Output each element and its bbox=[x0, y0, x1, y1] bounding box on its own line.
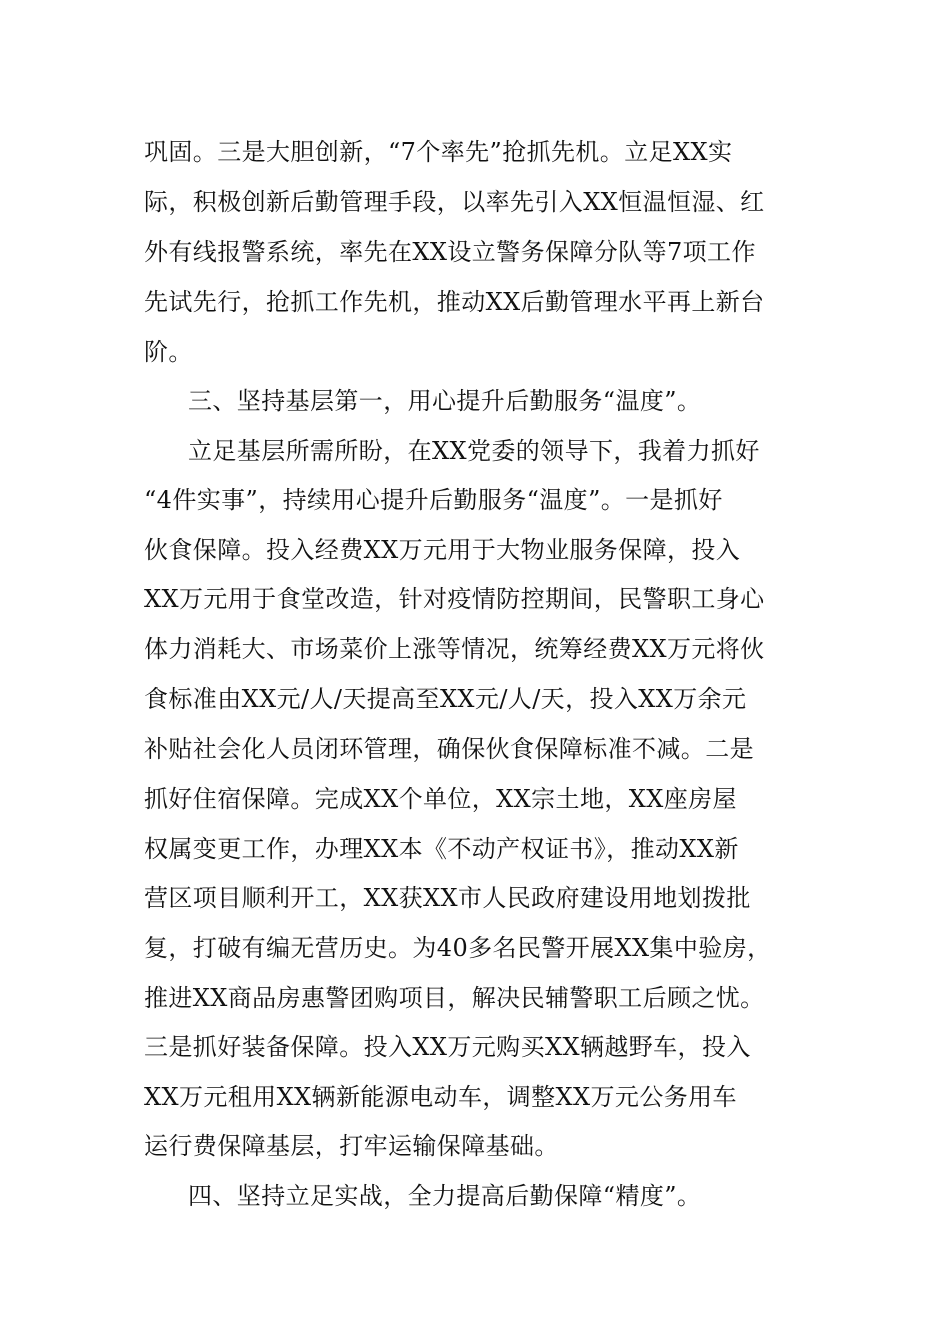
body-text-line: 营区项目顺利开工，XX获XX市人民政府建设用地划拨批 bbox=[144, 884, 751, 912]
body-text-line: 推进XX商品房惠警团购项目，解决民辅警职工后顾之忧。 bbox=[144, 984, 765, 1012]
body-text-line: 抓好住宿保障。完成XX个单位，XX宗土地，XX座房屋 bbox=[144, 785, 737, 813]
body-text-line: 补贴社会化人员闭环管理，确保伙食保障标准不减。二是 bbox=[144, 735, 754, 763]
body-text-line: 三是抓好装备保障。投入XX万元购买XX辆越野车，投入 bbox=[144, 1033, 751, 1061]
section-heading-4: 四、坚持立足实战，全力提高后勤保障“精度”。 bbox=[188, 1182, 702, 1210]
body-text-line: 运行费保障基层，打牢运输保障基础。 bbox=[144, 1132, 559, 1160]
paragraph-first-line: 立足基层所需所盼，在XX党委的领导下，我着力抓好 bbox=[188, 437, 760, 465]
body-text-line: 权属变更工作，办理XX本《不动产权证书》，推动XX新 bbox=[144, 835, 739, 863]
body-text-line: “4件实事”，持续用心提升后勤服务“温度”。一是抓好 bbox=[144, 486, 723, 514]
body-text-line: 际，积极创新后勤管理手段，以率先引入XX恒温恒湿、红 bbox=[144, 188, 765, 216]
body-text-line: 外有线报警系统，率先在XX设立警务保障分队等7项工作 bbox=[144, 238, 756, 266]
body-text-line: 体力消耗大、市场菜价上涨等情况，统筹经费XX万元将伙 bbox=[144, 635, 765, 663]
body-text-line: 复，打破有编无营历史。为40多名民警开展XX集中验房， bbox=[144, 934, 772, 962]
body-text-line: XX万元租用XX辆新能源电动车，调整XX万元公务用车 bbox=[144, 1083, 737, 1111]
body-text-line: XX万元用于食堂改造，针对疫情防控期间，民警职工身心 bbox=[144, 585, 765, 613]
body-text-line: 食标准由XX元/人/天提高至XX元/人/天，投入XX万余元 bbox=[144, 685, 747, 713]
body-text-line: 巩固。三是大胆创新，“7个率先”抢抓先机。立足XX实 bbox=[144, 138, 733, 166]
body-text-line: 阶。 bbox=[144, 338, 193, 366]
body-text-line: 先试先行，抢抓工作先机，推动XX后勤管理水平再上新台 bbox=[144, 288, 765, 316]
body-text-line: 伙食保障。投入经费XX万元用于大物业服务保障，投入 bbox=[144, 536, 741, 564]
section-heading-3: 三、坚持基层第一，用心提升后勤服务“温度”。 bbox=[188, 387, 702, 415]
